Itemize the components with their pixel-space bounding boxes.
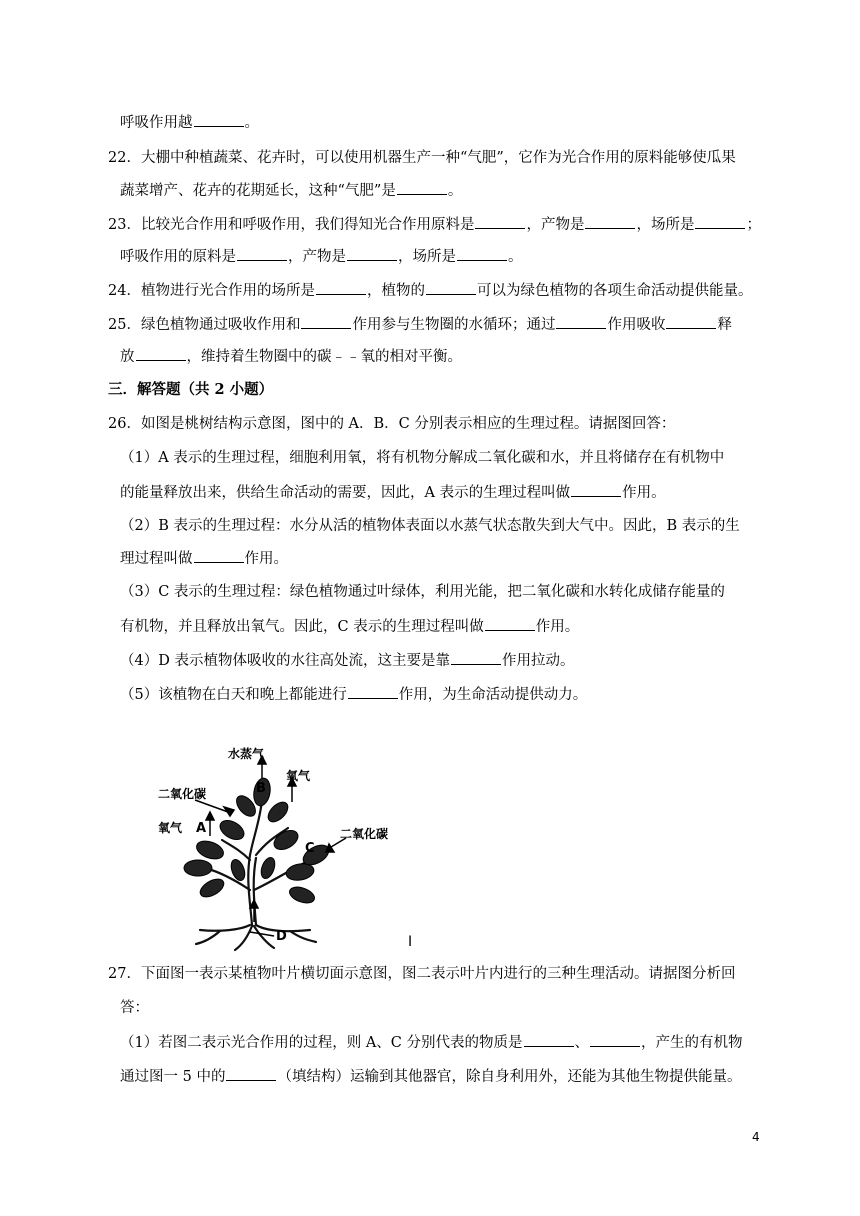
answer-blank [695,214,745,229]
q26-p2-line1: （2）B 表示的生理过程：水分从活的植物体表面以水蒸气状态散失到大气中。因此，B 表示的生 [120,518,740,534]
q26-intro: 26．如图是桃树结构示意图，图中的 A．B．C 分别表示相应的生理过程。请据图回答： [108,416,676,432]
label-D: D [276,929,287,944]
answer-blank [585,214,635,229]
answer-blank [485,616,535,631]
label-B: B [256,781,266,796]
answer-blank [524,1032,574,1047]
q25-line2: 放 ，维持着生物圈中的碳﹣﹣氧的相对平衡。 [120,346,462,367]
label-co2-left: 二氧化碳 [158,787,207,801]
q26-p2-line2: 理过程叫做 作用。 [120,548,288,569]
q27-line2: 答： [120,1000,149,1016]
q22-line1: 22．大棚中种植蔬菜、花卉时，可以使用机器生产一种“气肥”，它作为光合作用的原料能够使瓜果 [108,150,736,166]
answer-blank [301,314,351,329]
label-C: C [305,841,315,856]
answer-blank [475,214,525,229]
answer-blank [426,280,476,295]
answer-blank [397,180,447,195]
answer-blank [316,280,366,295]
label-co2-right: 二氧化碳 [340,827,389,841]
q21-tail: 呼吸作用越 。 [120,112,259,133]
q27-p1-line2: 通过图一 5 中的 （填结构）运输到其他器官，除自身利用外，还能为其他生物提供能量。 [120,1066,741,1087]
peach-tree-diagram [150,740,420,955]
q26-p3-line1: （3）C 表示的生理过程：绿色植物通过叶绿体，利用光能，把二氧化碳和水转化成储存能量的 [120,584,725,600]
q22-line2: 蔬菜增产、花卉的花期延长，这种“气肥”是 。 [120,180,462,201]
label-oxygen-right: 氧气 [286,769,311,783]
q26-p1-line1: （1）A 表示的生理过程，细胞利用氧，将有机物分解成二氧化碳和水，并且将储存在有机物中 [120,450,725,466]
q23-line1: 23．比较光合作用和呼吸作用，我们得知光合作用原料是 ，产物是 ，场所是 ； [108,214,761,235]
q27-p1-line1: （1）若图二表示光合作用的过程，则 A、C 分别代表的物质是 、 ，产生的有机物 [120,1032,743,1053]
answer-blank [226,1066,276,1081]
label-water-vapor: 水蒸气 [228,747,265,761]
q26-p5: （5）该植物在白天和晚上都能进行 作用，为生命活动提供动力。 [120,684,587,705]
q24: 24．植物进行光合作用的场所是 ，植物的 可以为绿色植物的各项生命活动提供能量。 [108,280,752,301]
q25-line1: 25．绿色植物通过吸收作用和 作用参与生物圈的水循环；通过 作用吸收 释 [108,314,732,335]
answer-blank [348,684,398,699]
answer-blank [666,314,716,329]
answer-blank [347,246,397,261]
answer-blank [457,246,507,261]
answer-blank [194,112,244,127]
q27-line1: 27．下面图一表示某植物叶片横切面示意图，图二表示叶片内进行的三种生理活动。请据图分析回 [108,966,736,982]
section-title: 三．解答题（共 2 小题） [108,381,274,398]
answer-blank [590,1032,640,1047]
answer-blank [237,246,287,261]
answer-blank [451,650,501,665]
figure-mark: I [408,934,413,950]
label-A: A [196,821,207,836]
answer-blank [136,346,186,361]
page-number: 4 [752,1130,760,1144]
q26-p1-line2: 的能量释放出来，供给生命活动的需要，因此，A 表示的生理过程叫做 作用。 [120,482,666,503]
answer-blank [556,314,606,329]
answer-blank [571,482,621,497]
q26-p4: （4）D 表示植物体吸收的水往高处流，这主要是靠 作用拉动。 [120,650,574,671]
label-oxygen-left: 氧气 [158,821,183,835]
answer-blank [194,548,244,563]
q26-p3-line2: 有机物，并且释放出氧气。因此，C 表示的生理过程叫做 作用。 [120,616,579,637]
q23-line2: 呼吸作用的原料是 ，产物是 ，场所是 。 [120,246,523,267]
